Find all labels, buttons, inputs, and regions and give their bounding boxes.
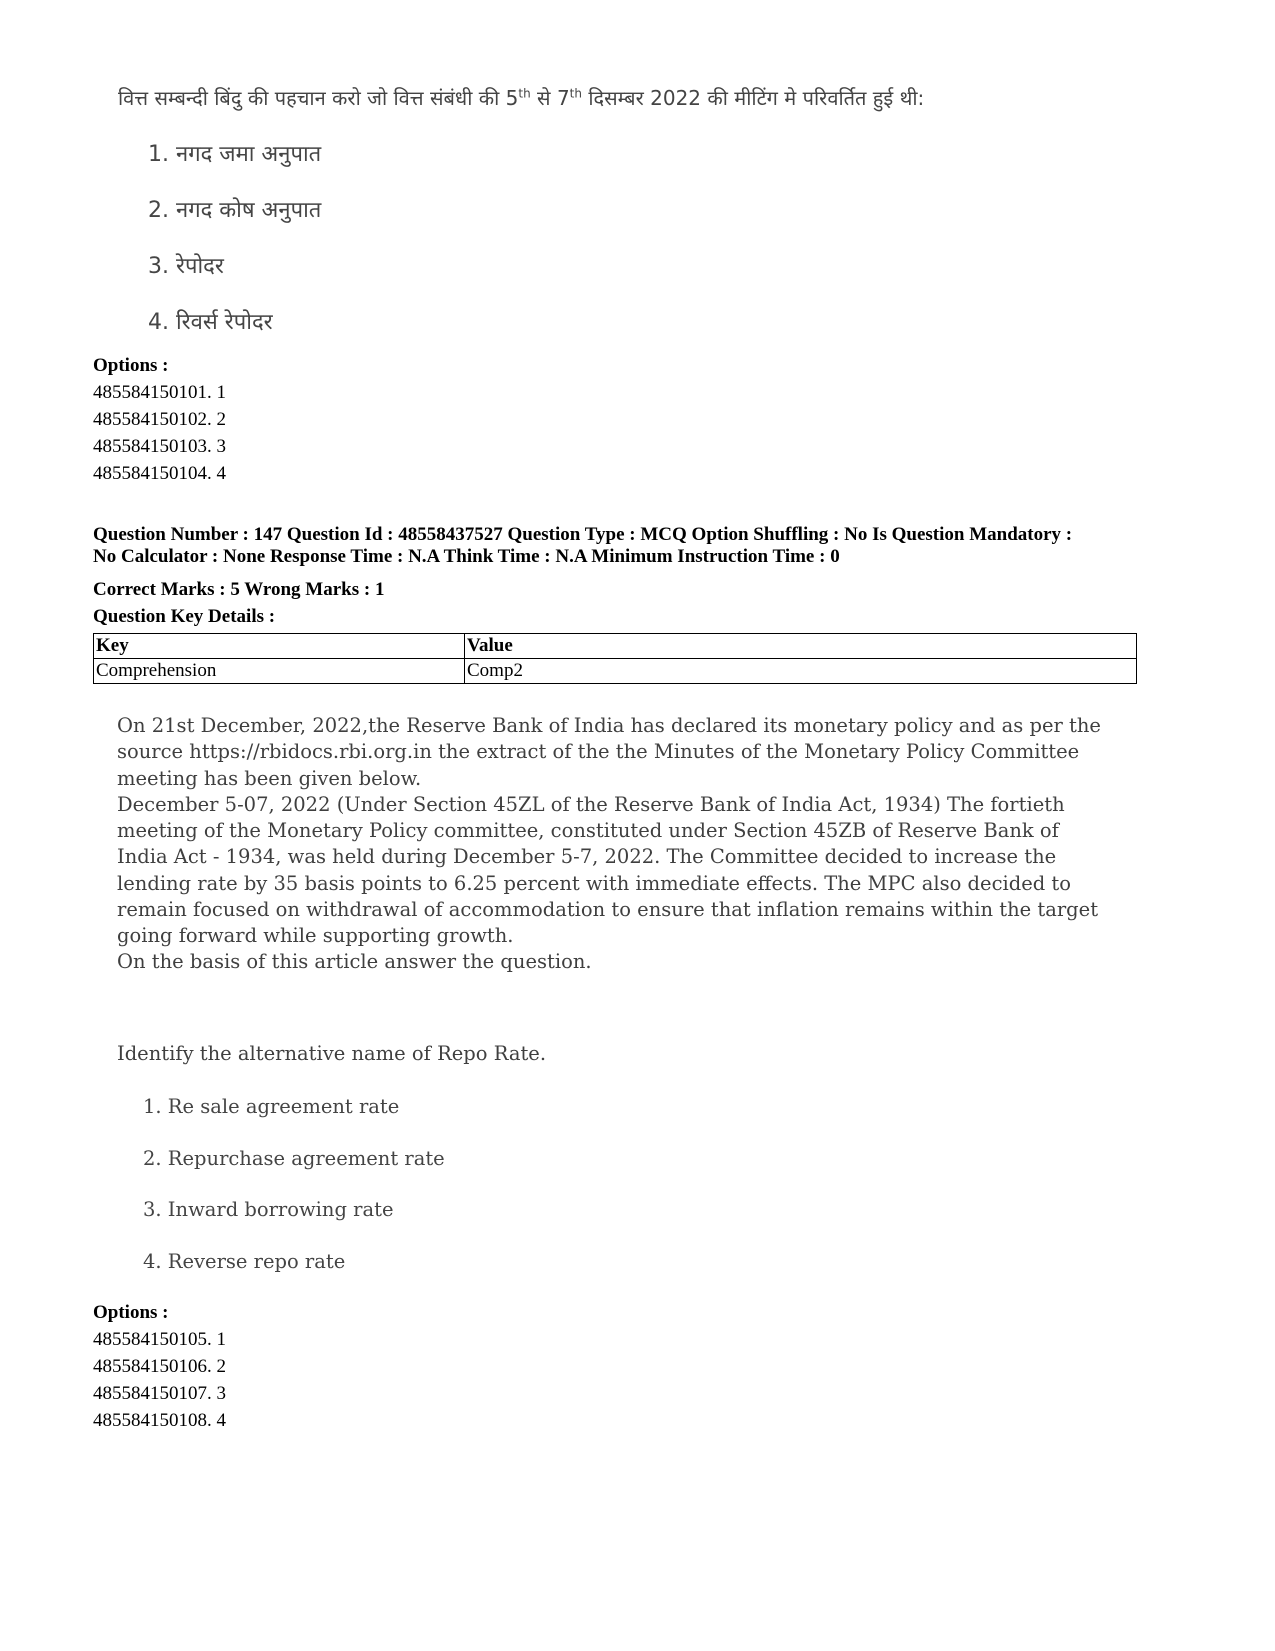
option-item: 485584150101. 1: [93, 382, 226, 403]
marks-line: Correct Marks : 5 Wrong Marks : 1: [93, 579, 385, 600]
table-cell: Comp2: [465, 659, 1137, 684]
hindi-question-text: [118, 84, 924, 111]
options-block-2: [93, 1299, 226, 1434]
options-block-1: [93, 352, 226, 487]
option-item: 485584150104. 4: [93, 463, 226, 484]
table-row: [94, 659, 1137, 684]
options-label: Options :: [93, 1302, 169, 1323]
options-label: Options :: [93, 355, 169, 376]
table-header-row: [94, 634, 1137, 659]
list-item: 2. नगद कोष अनुपात: [148, 198, 322, 223]
table-header-cell: Value: [465, 634, 1137, 659]
superscript: th: [569, 86, 582, 101]
option-item: 485584150105. 1: [93, 1329, 226, 1350]
question-meta: [93, 524, 1183, 568]
question-meta-line: Question Number : 147 Question Id : 48558437527 Question Type : MCQ Option Shuffling : No Is Question Mandatory :: [93, 524, 1073, 545]
option-item: 485584150108. 4: [93, 1410, 226, 1431]
list-item: 1. नगद जमा अनुपात: [148, 142, 322, 167]
option-item: 485584150107. 3: [93, 1383, 226, 1404]
table-header-cell: Key: [94, 634, 465, 659]
hindi-question-part: दिसम्बर 2022 की मीटिंग मे परिवर्तित हुई थी:: [581, 86, 925, 110]
superscript: th: [518, 86, 531, 101]
passage-paragraph: On 21st December, 2022,the Reserve Bank of India has declared its monetary policy and as per the source https://rbidocs.rbi.org.in the extract of the the Minutes of the Monetary Policy Committee meeting has been given below.: [117, 714, 1101, 790]
list-item: 2. Repurchase agreement rate: [143, 1146, 445, 1170]
option-item: 485584150102. 2: [93, 409, 226, 430]
question-meta-line: No Calculator : None Response Time : N.A Think Time : N.A Minimum Instruction Time : 0: [93, 546, 840, 567]
hindi-question-part: वित्त सम्बन्दी बिंदु की पहचान करो जो वित्त संबंधी की 5: [118, 86, 519, 110]
list-item: 1. Re sale agreement rate: [143, 1095, 400, 1118]
list-item: 4. Reverse repo rate: [143, 1249, 346, 1273]
comprehension-passage: [117, 713, 1107, 950]
passage-paragraph: December 5-07, 2022 (Under Section 45ZL of the Reserve Bank of India Act, 1934) The fortieth meeting of the Monetary Policy committee, constituted under Section 45ZB of Reserve Bank of India Act - 1934, was held during December 5-7, 2022. The Committee decided to increase the lending rate by 35 basis points to 6.25 percent with immediate effects. The MPC also decided to remain focused on withdrawal of accommodation to ensure that inflation remains within the target going forward while supporting growth.: [117, 792, 1099, 948]
passage-instruction: On the basis of this article answer the question.: [117, 950, 592, 973]
option-item: 485584150103. 3: [93, 436, 226, 457]
key-details-table: [93, 633, 1137, 684]
key-details-label: Question Key Details :: [93, 606, 276, 627]
hindi-answer-list: [148, 140, 321, 364]
question-text: Identify the alternative name of Repo Rate.: [117, 1042, 547, 1065]
answer-list: [143, 1094, 445, 1300]
table-cell: Comprehension: [94, 659, 465, 684]
list-item: 4. रिवर्स रेपोदर: [148, 310, 273, 335]
option-item: 485584150106. 2: [93, 1356, 226, 1377]
hindi-question-part: से 7: [530, 86, 570, 110]
list-item: 3. Inward borrowing rate: [143, 1198, 394, 1221]
list-item: 3. रेपोदर: [148, 254, 224, 279]
